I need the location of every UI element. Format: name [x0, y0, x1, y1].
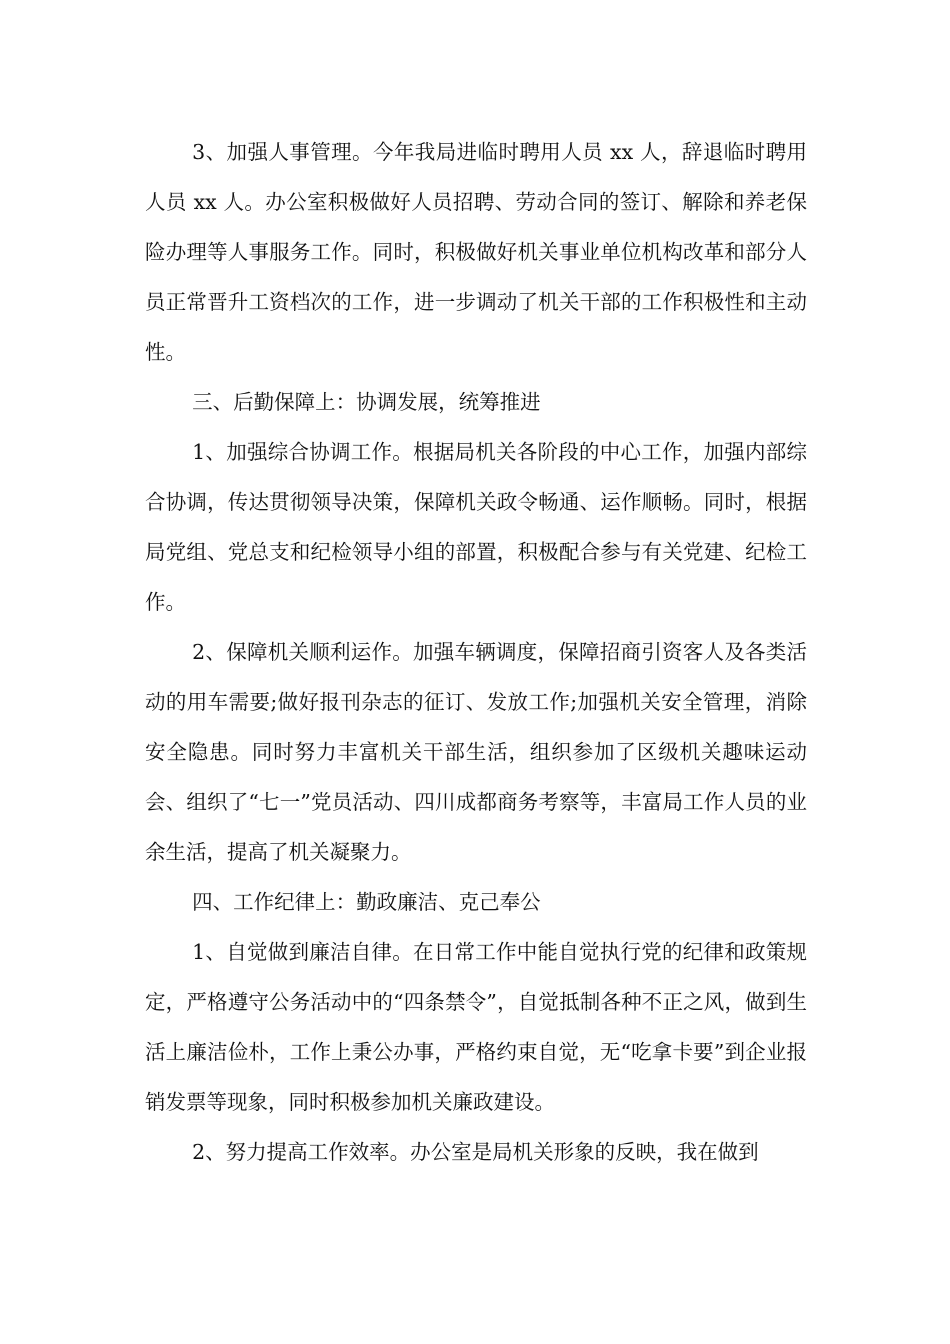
section-heading-logistics: 三、后勤保障上：协调发展，统筹推进 — [192, 390, 541, 414]
section-heading-discipline: 四、工作纪律上：勤政廉洁、克己奉公 — [192, 890, 541, 914]
paragraph-efficiency: 2、努力提高工作效率。办公室是局机关形象的反映，我在做到 — [192, 1140, 759, 1164]
paragraph-integrity: 1、自觉做到廉洁自律。在日常工作中能自觉执行党的纪律和政策规定，严格遵守公务活动中的“四条禁令”，自觉抵制各种不正之风，做到生活上廉洁俭朴，工作上秉公办事，严格约束自觉，无“吃拿卡要”到企业报销发票等现象，同时积极参加机关廉政建设。 — [145, 940, 807, 1114]
paragraph-operations: 2、保障机关顺利运作。加强车辆调度，保障招商引资客人及各类活动的用车需要;做好报刊杂志的征订、发放工作;加强机关安全管理，消除安全隐患。同时努力丰富机关干部生活，组织参加了区级机关趣味运动会、组织了“七一”党员活动、四川成都商务考察等，丰富局工作人员的业余生活，提高了机关凝聚力。 — [145, 640, 807, 864]
paragraph-coordination: 1、加强综合协调工作。根据局机关各阶段的中心工作，加强内部综合协调，传达贯彻领导决策，保障机关政令畅通、运作顺畅。同时，根据局党组、党总支和纪检领导小组的部置，积极配合参与有关党建、纪检工作。 — [145, 440, 807, 614]
paragraph-personnel-management: 3、加强人事管理。今年我局进临时聘用人员 xx 人，辞退临时聘用人员 xx 人。办公室积极做好人员招聘、劳动合同的签订、解除和养老保险办理等人事服务工作。同时，积极做好机关事业单位机构改革和部分人员正常晋升工资档次的工作，进一步调动了机关干部的工作积极性和主动性。 — [145, 140, 807, 364]
document-body — [145, 127, 807, 1177]
